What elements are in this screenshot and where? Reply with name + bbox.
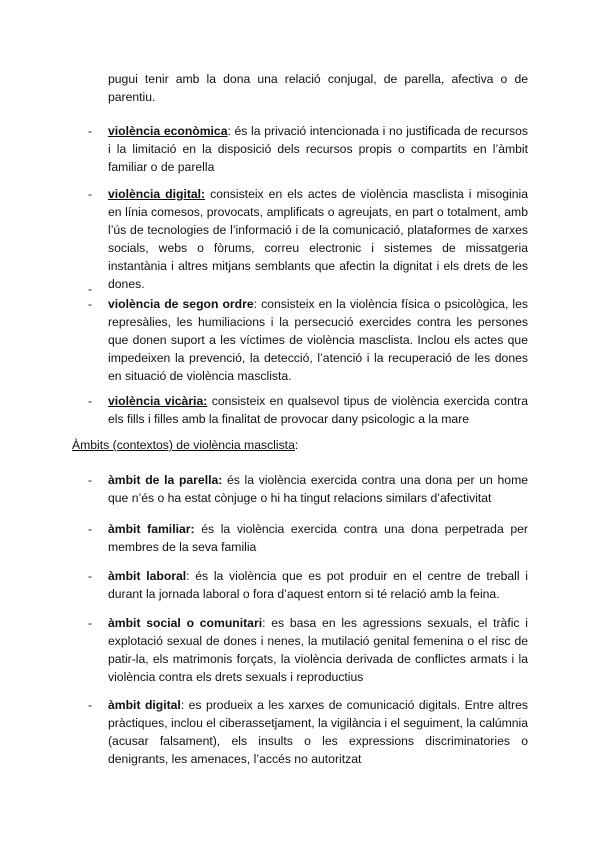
list-item-body (108, 295, 528, 385)
definition: és la violència exercida contra una dona per un home que n’és o ha estat cònjuge o hi ha tingut relacions similars d’afectivitat (108, 473, 529, 505)
list-item-violencia-economica (88, 122, 528, 176)
bullet-dash: - (88, 282, 93, 296)
bullet-dash: - (88, 124, 93, 138)
ambits-heading-text: Àmbits (contextos) de violència masclista (72, 438, 295, 452)
definition: : consisteix en la violència física o psicològica, les represàlies, les humiliacions i la persecució exercides contra les persones que donen suport a les víctimes de violència masclista. Inclou els actes que impedeixen la prevenció, la detecció, l’atenció i la recuperació de les dones en situació de violència masclista. (108, 297, 528, 383)
definition: : és la violència que es pot produir en el centre de treball i durant la jornada laboral o fora d’aquest entorn si té relació amb la feina. (108, 569, 528, 601)
list-item-violencia-vicaria (88, 392, 528, 428)
term: àmbit familiar: (108, 522, 195, 536)
list-item-body (108, 520, 528, 556)
bullet-dash: - (88, 698, 93, 712)
bullet-dash: - (88, 569, 93, 583)
bullet-dash: - (88, 473, 93, 487)
term: violència digital: (108, 187, 206, 201)
definition: : es produeix a les xarxes de comunicació digitals. Entre altres pràctiques, inclou el ciberassetjament, la vigilància i el seguiment, la calúmnia (acusar falsament), els insults o les expressions discriminatories o denigrants, les amenaces, l’accés no autoritzat (108, 698, 529, 766)
term: violència de segon ordre (108, 297, 254, 311)
definition: és la violència exercida contra una dona perpetrada per membres de la seva familia (108, 522, 528, 554)
term: àmbit social o comunitari (108, 616, 263, 630)
intro-continuation: pugui tenir amb la dona una relació conjugal, de parella, afectiva o de parentiu. (108, 72, 528, 104)
definition: : és la privació intencionada i no justificada de recursos i la limitació en la disposició dels recursos propis o compartits en l’àmbit familiar o de parella (108, 124, 528, 174)
list-item-ambit-digital (88, 696, 528, 768)
list-item-body (108, 614, 528, 686)
term: violència econòmica (108, 124, 228, 138)
definition: consisteix en els actes de violència masclista i misoginia en línia comesos, provocats, amplificats o agreujats, en part o totalment, amb l’ús de tecnologies de l’informació i de la comunicació, plataformes de xarxes socials, webs o fòrums, correu electronic i sistemes de missatgeria instantània i altres mitjans semblants que afectin la dignitat i els drets de les dones. (108, 187, 528, 291)
term: violència vicària: (108, 394, 208, 408)
bullet-dash: - (88, 616, 93, 630)
list-item-ambit-laboral (88, 567, 528, 603)
list-item-body (108, 185, 528, 293)
term: àmbit digital (108, 698, 181, 712)
ambits-heading (72, 436, 532, 454)
list-item-body (108, 696, 528, 768)
list-item-ambit-familiar (88, 520, 528, 556)
ambits-heading-colon: : (294, 438, 299, 452)
list-item-ambit-social (88, 614, 528, 686)
list-item-body (108, 122, 528, 176)
bullet-dash: - (88, 394, 93, 408)
bullet-dash: - (88, 522, 93, 536)
definition: consisteix en qualsevol tipus de violència exercida contra els fills i filles amb la finalitat de provocar dany psicologic a la mare (108, 394, 529, 426)
list-item-body (108, 471, 528, 507)
list-item-violencia-segon-ordre (88, 295, 528, 385)
list-item-ambit-parella (88, 471, 528, 507)
definition: : es basa en les agressions sexuals, el tràfic i explotació sexual de dones i nenes, la mutilació genital femenina o el risc de patir-la, els matrimonis forçats, la violència derivada de conflictes armats i la violència contra els drets sexuals i reproductius (108, 616, 528, 684)
term: àmbit laboral (108, 569, 187, 583)
list-item-body (108, 567, 528, 603)
bullet-dash: - (88, 297, 93, 311)
term: àmbit de la parella: (108, 473, 223, 487)
list-item-violencia-digital (88, 185, 528, 293)
bullet-dash: - (88, 187, 93, 201)
list-item-body (108, 392, 528, 428)
